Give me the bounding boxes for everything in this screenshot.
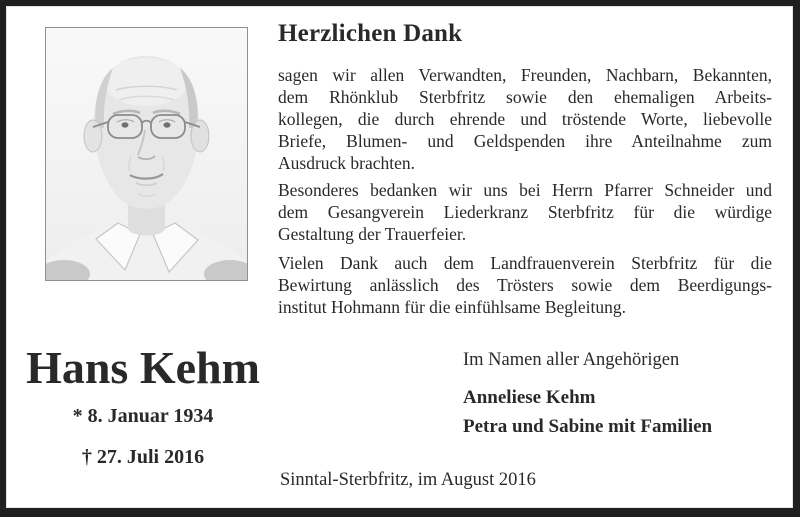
signature-intro: Im Namen aller Angehörigen — [463, 350, 680, 370]
signatory: Anneliese Kehm — [463, 387, 596, 408]
deceased-name: Hans Kehm — [26, 342, 260, 393]
signatory: Petra und Sabine mit Familien — [463, 416, 713, 437]
eye-right — [164, 122, 171, 127]
portrait-photo — [45, 27, 248, 281]
paragraph-line: Vielen Dank auch dem Landfrauenverein Sterbfritz für die — [278, 253, 772, 273]
paragraph-line: Bewirtung anlässlich des Trösters sowie dem Beerdigungs- — [278, 275, 772, 295]
dateline: Sinntal-Sterbfritz, im August 2016 — [280, 470, 536, 490]
thanks-paragraph-1 — [278, 64, 772, 174]
paragraph-line: institut Hohmann für die einfühlsame Begleitung. — [278, 297, 626, 317]
thanks-title: Herzlichen Dank — [278, 20, 463, 47]
death-date: † 27. Juli 2016 — [81, 446, 205, 468]
paragraph-line: Gestaltung der Trauerfeier. — [278, 224, 467, 244]
paragraph-line: Besonderes bedanken wir uns bei Herrn Pfarrer Schneider und — [278, 180, 772, 200]
birth-date: * 8. Januar 1934 — [72, 405, 214, 427]
paragraph-line: Briefe, Blumen- und Geldspenden ihre Anteilnahme zum — [278, 131, 772, 151]
thanks-paragraph-3 — [278, 252, 772, 318]
paragraph-line: Ausdruck brachten. — [278, 153, 416, 173]
thanks-paragraph-2 — [278, 179, 772, 245]
paragraph-line: sagen wir allen Verwandten, Freunden, Nachbarn, Bekannten, — [278, 65, 772, 85]
paragraph-line: dem Rhönklub Sterbfritz sowie den ehemaligen Arbeits- — [278, 87, 772, 107]
eye-left — [122, 122, 129, 127]
paragraph-line: kollegen, die durch ehrende und tröstende Worte, liebevolle — [278, 109, 772, 129]
portrait-photo-image — [46, 28, 247, 280]
paragraph-line: dem Gesangverein Liederkranz Sterbfritz für die würdige — [278, 202, 772, 222]
